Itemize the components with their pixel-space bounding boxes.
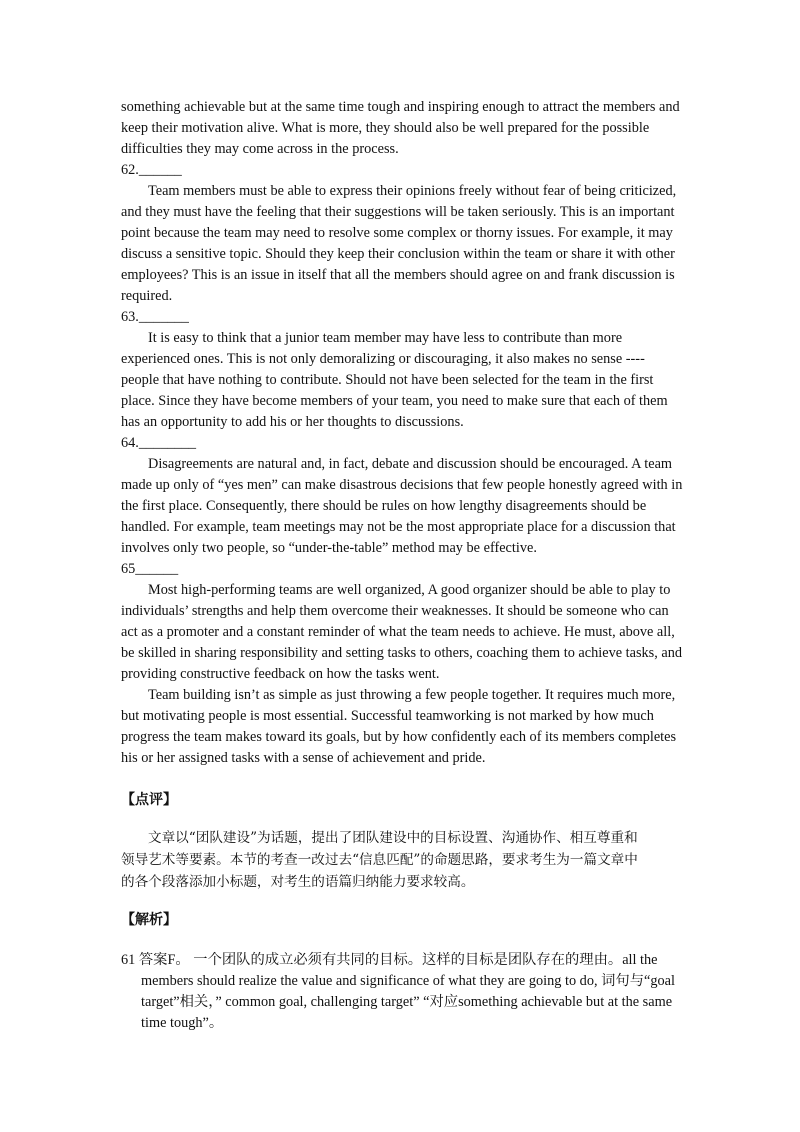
- text-line: made up only of “yes men” can make disastrous decisions that few people honestly agreed with in: [121, 477, 683, 493]
- text-line: employees? This is an issue in itself that all the members should agree on and frank discussion is: [121, 267, 675, 283]
- text-line: required.: [121, 288, 173, 304]
- analysis-line: 61 答案F。 一个团队的成立必须有共同的目标。这样的目标是团队存在的理由。all the: [121, 952, 658, 968]
- text-line: people that have nothing to contribute. Should not have been selected for the team in the first: [121, 372, 654, 388]
- text-line: providing constructive feedback on how the tasks went.: [121, 666, 440, 682]
- text-line: Most high-performing teams are well organized, A good organizer should be able to play to: [148, 582, 671, 598]
- text-line: his or her assigned tasks with a sense of achievement and pride.: [121, 750, 486, 766]
- text-line: It is easy to think that a junior team member may have less to contribute than more: [148, 330, 623, 346]
- text-line: individuals’ strengths and help them overcome their weaknesses. It should be someone who can: [121, 603, 669, 619]
- question-number: 64.________: [121, 435, 197, 451]
- text-line: act as a promoter and a constant reminder of what the team needs to achieve. He must, above all,: [121, 624, 675, 640]
- text-line: discuss a sensitive topic. Should they keep their conclusion within the team or share it with other: [121, 246, 675, 262]
- review-line: 的各个段落添加小标题，对考生的语篇归纳能力要求较高。: [121, 874, 475, 890]
- analysis-line: target”相关，” common goal, challenging target” “对应something achievable but at the same: [141, 994, 673, 1010]
- review-line: 文章以“团队建设”为话题，提出了团队建设中的目标设置、沟通协作、相互尊重和: [148, 830, 638, 846]
- text-line: handled. For example, team meetings may not be the most appropriate place for a discussion that: [121, 519, 676, 535]
- text-line: be skilled in sharing responsibility and setting tasks to others, coaching them to achieve tasks, and: [121, 645, 683, 661]
- analysis-heading: 【解析】: [121, 912, 177, 928]
- question-number: 65______: [121, 561, 179, 577]
- text-line: involves only two people, so “under-the-table” method may be effective.: [121, 540, 537, 556]
- text-line: and they must have the feeling that their suggestions will be taken seriously. This is an important: [121, 204, 675, 220]
- text-line: has an opportunity to add his or her thoughts to discussions.: [121, 414, 464, 430]
- text-line: place. Since they have become members of your team, you need to make sure that each of them: [121, 393, 668, 409]
- analysis-line: time tough”。: [141, 1015, 224, 1031]
- analysis-line: members should realize the value and significance of what they are going to do, 词句与“goal: [141, 973, 675, 989]
- text-line: Disagreements are natural and, in fact, debate and discussion should be encouraged. A team: [148, 456, 673, 472]
- review-heading: 【点评】: [121, 792, 177, 808]
- text-line: experienced ones. This is not only demoralizing or discouraging, it also makes no sense ----: [121, 351, 645, 367]
- text-line: progress the team makes toward its goals, but by how confidently each of its members completes: [121, 729, 677, 745]
- text-line: the first place. Consequently, there should be rules on how lengthy disagreements should be: [121, 498, 647, 514]
- text-line: difficulties they may come across in the process.: [121, 141, 399, 157]
- question-number: 62.______: [121, 162, 182, 178]
- review-line: 领导艺术等要素。本节的考查一改过去“信息匹配”的命题思路，要求考生为一篇文章中: [121, 852, 638, 868]
- text-line: Team members must be able to express their opinions freely without fear of being criticized,: [148, 183, 677, 199]
- text-line: but motivating people is most essential. Successful teamworking is not marked by how much: [121, 708, 654, 724]
- text-line: Team building isn’t as simple as just throwing a few people together. It requires much more,: [148, 687, 676, 703]
- text-line: keep their motivation alive. What is more, they should also be well prepared for the possible: [121, 120, 650, 136]
- text-line: point because the team may need to resolve some complex or thorny issues. For example, it may: [121, 225, 673, 241]
- question-number: 63._______: [121, 309, 189, 325]
- text-line: something achievable but at the same time tough and inspiring enough to attract the members and: [121, 99, 680, 115]
